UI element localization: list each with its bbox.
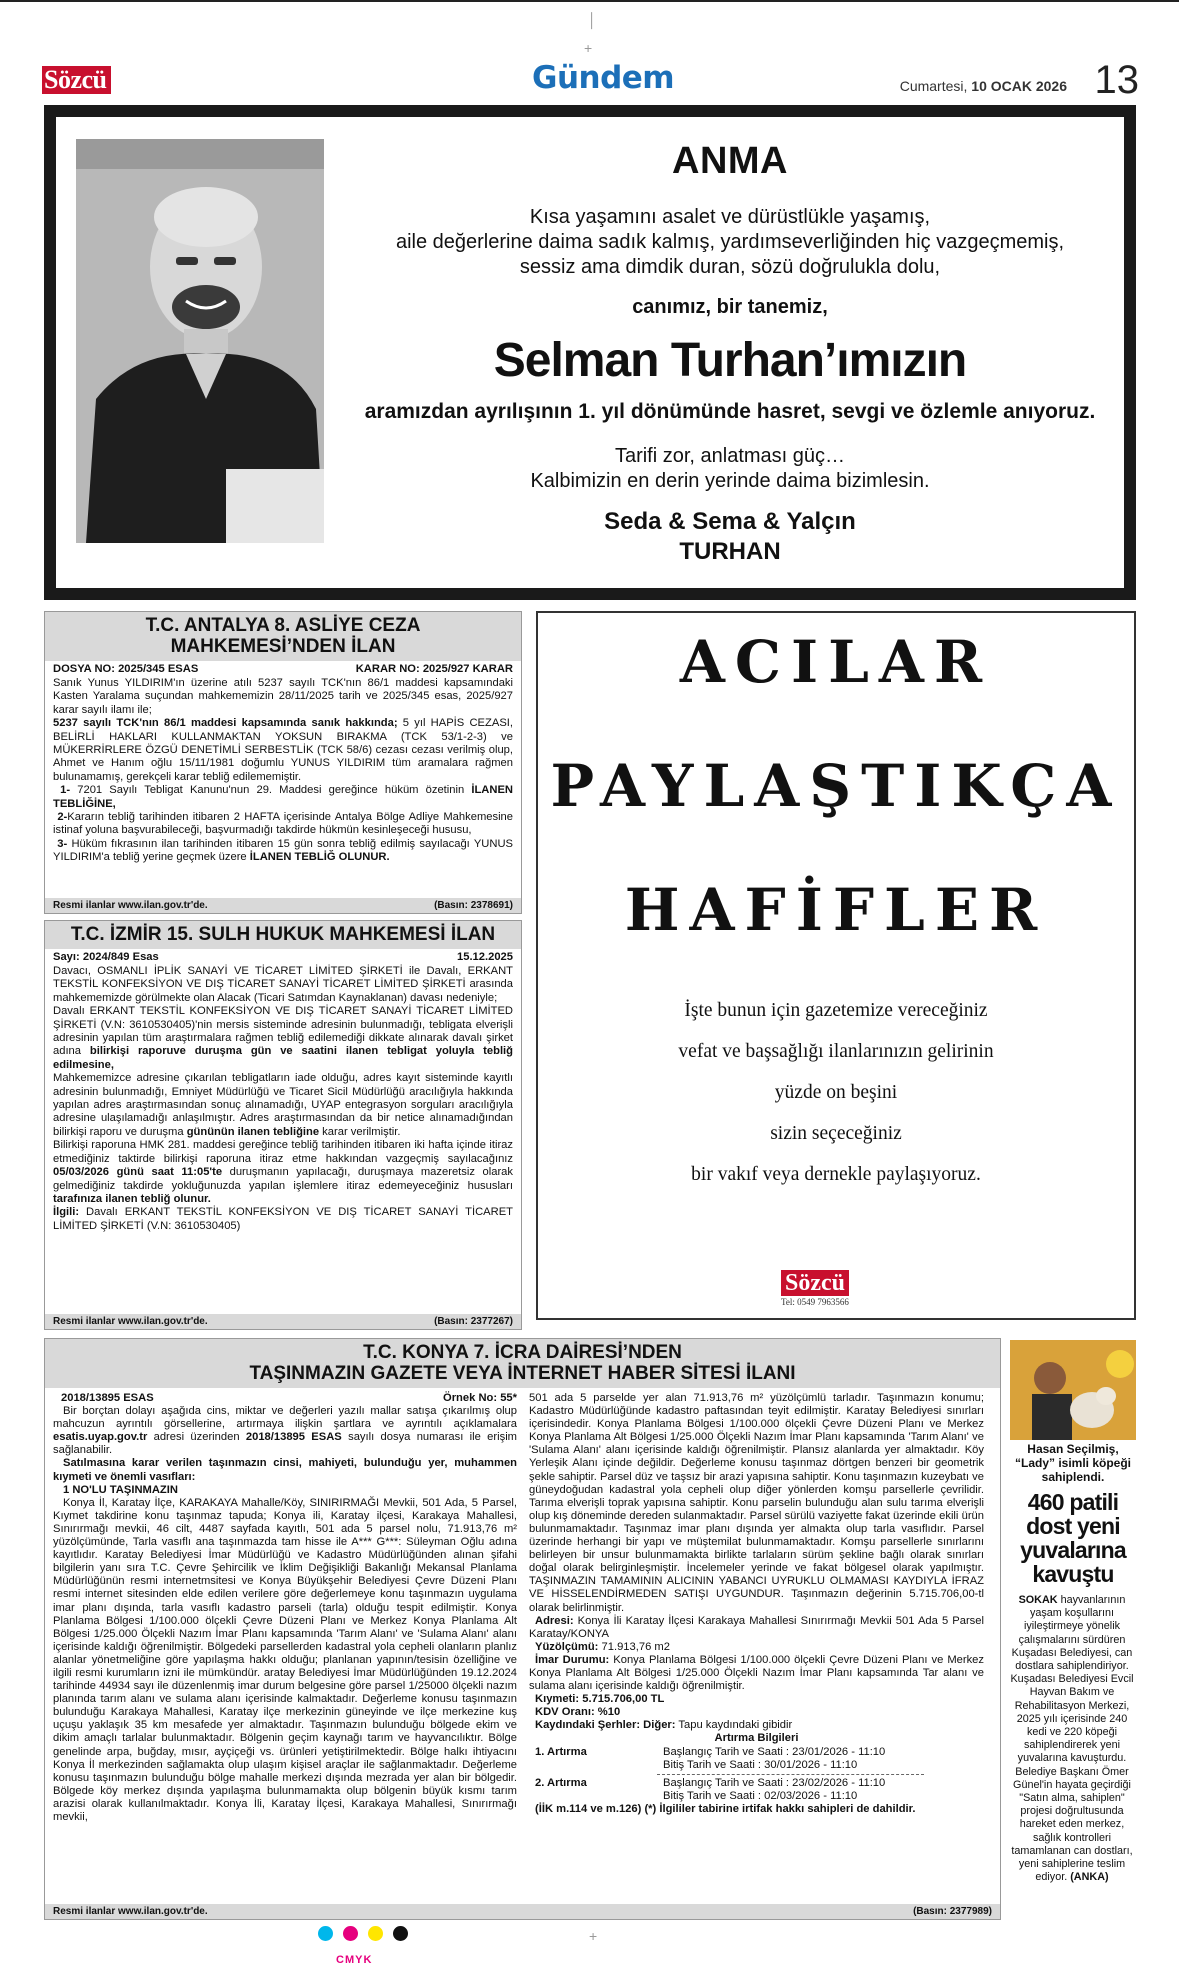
official-notices-link: Resmi ilanlar www.ilan.gov.tr'de. [53, 1316, 208, 1327]
auction-round-label: 2. Artırma [535, 1776, 587, 1789]
notice-paragraph: 501 ada 5 parselde yer alan 71.913,76 m² yüzölçümlü tarladır. Taşınmazın konumu; Kadastro Müdürlüğünde kadastro paftasından teyit edilmiştir. Karatay Belediyesi sınırları içerisindedir. Konya Planlama Bölgesi 1/100.000 ölçekli Çevre Düzeni Planı ve Merkez Konya Planlama Alt Bölgesi 1/25.000 Ölçekli Nazım İmar Planı kapsamında 'Tarım Alanı' ve 'Sulama Alanı' alanı içerisinde kaldığı öğrenilmiştir. Plansız alanlarda yer almaktadır. Köy Yerleşik Alanı içinde değildir. Değerleme konusu taşınmaz dörtgen benzeri bir geometrik şekle sahiptir. Parsel düz ve taşsız bir arazi yapısına sahiptir. Konu taşınmazın kuzeybatı ve güneydoğudan kadastral yola cepheli olup diğer yönlerden komşu parsellerle çevrilidir. Tarıma elverişli toprak yapısına sahiptir. Konu parselin bulunduğu alan sulu tarıma elverişli olup kış döneminde dereden sulanmaktadır. Parsel sürülü vaziyette fakat üzerinde ekili ürün bulunmamaktadır. Taşınmaz imar planı dışında yer almakta olup tarla vasıflıdır. Parsel üzerinde herhangi bir yapı ve müştemilat bulunmamaktadır. Komşu parsellerle sınırlarını belirleyen bir unsur bulunmamakta birlikte tarlaların sürüm şekline bağlı olarak sınırları doğal olarak belirginleşmiştir. İncelemeler yerinde ve fakat bölgesel olarak yapılmıştır. TAŞINMAZIN TAMAMININ ALICININ YABANCI UYRUKLU OLMAMASI KAYDIYLA İFRAZ VE HİSSELENDİRMEDEN SATIŞI UYGUNDUR. Taşınmazın değerinin 5.715.706,00-tl olarak belirlinmiştir. [529, 1392, 984, 1614]
notice-paragraph: İlgili: Davalı ERKANT TEKSTİL KONFEKSİYON VE DIŞ TİCARET SANAYİ TİCARET LİMİTED ŞİRKETİ (V.N: 3610530405) [53, 1206, 513, 1232]
press-number: (Basın: 2378691) [434, 900, 513, 911]
auction-start: Başlangıç Tarih ve Saati : 23/01/2026 - 11:10 [663, 1745, 886, 1758]
notice-paragraph: Satılmasına karar verilen taşınmazın cinsi, mahiyeti, bulunduğu yer, muhammen kıymeti ve önemli vasıfları: [53, 1457, 517, 1483]
closing-line: Tarifi zor, anlatması güç… [614, 445, 846, 467]
registration-cross-icon: + [584, 40, 593, 56]
closing-line: Kalbimizin en derin yerinde daima bizimlesin. [530, 470, 930, 492]
notice-case-numbers [45, 949, 521, 963]
charity-ad-text [536, 990, 1136, 1195]
notice-paragraph: Mahkememizce adresine çıkarılan tebligatların iade olduğu, adres kayıt sisteminde kayıtlı adresinin bulunmadığı, Emniyet Müdürlüğü ve Ticaret Sicil Müdürlüğü aracılığıyla hakkında yapılan adres araştırmasından sonuç alınamadığı, UYAP entegrasyon sorguları aracılığıyla adresine ulaşılamadığı anlaşılmıştır. Adres araştırmasından da bir netice alınamadığından bilirkişi raporu ve duruşma gününün ilanen tebliğine karar verilmiştir. [53, 1072, 513, 1138]
notice-paragraph: 1- 7201 Sayılı Tebligat Kanunu'nun 29. Maddesi gereğince hüküm özetinin İLANEN TEBLİĞİNE, [53, 784, 514, 810]
legal-footnote: (İİK m.114 ve m.126) (*) İlgililer tabirine irtifak hakkı sahipleri de dahildir. [535, 1802, 916, 1815]
notice-paragraph: Bilirkişi raporuna HMK 281. maddesi gereğince tebliğ tarihinden itibaren iki hafta içinde itiraz etmediğiniz taktirde bilirkişi raporuna itiraz etme hakkından vazgeçmiş sayılacağınız 05/03/2026 günü saat 11:05'te duruşmanın yapılacağı, duruşmaya mazeretsiz olarak gelmediğiniz takdirde yokluğunuzda yapılan işlemlere itiraz edemeyeceğiniz hususları tarafınıza ilanen tebliğ olunur. [53, 1139, 513, 1205]
notice-case-numbers [53, 1392, 517, 1405]
auction-end: Bitiş Tarih ve Saati : 02/03/2026 - 11:10 [663, 1789, 858, 1802]
notice-left-column [53, 1392, 517, 1824]
notice-paragraph: 5237 sayılı TCK'nın 86/1 maddesi kapsamında sanık hakkında; 5 yıl HAPİS CEZASI, BELİRLİ HAKLARI KULLANMAKTAN YOKSUN BIRAKMA (TCK 53/1-2-3) ve MÜKERRİRLERE ÖZGÜ DENETİMLİ SERBESTLİK (TCK 58/6) cezası cezası verilmiş olup, Ahmet ve Hanım oğlu 15/11/1981 doğumlu YUNUS YILDIRIM tüm aramalara rağmen bulunamamış, gerekçeli karar tebliğ edilememiştir. [53, 717, 513, 783]
news-headline: 460 patili dost yeni yuvalarına kavuştu [1020, 1489, 1126, 1587]
notice-paragraph: 2-Kararın tebliğ tarihinden itibaren 2 HAFTA içerisinde Antalya Bölge Adliye Mahkemesine istinaf yoluna başvurabileceği, başvurmadığı takdirde hükmün kesinleşeceği hususu, [53, 811, 514, 837]
case-file-number: DOSYA NO: 2025/345 ESAS [53, 663, 199, 675]
charity-ad-line: vefat ve başsağlığı ilanlarınızın gelirinin [678, 1041, 994, 1062]
auction-round [529, 1746, 984, 1772]
case-number: 2018/13895 ESAS [61, 1392, 154, 1404]
notice-paragraph: Bir borçtan dolayı aşağıda cins, miktar ve değerleri yazılı mallar satışa çıkarılmış olup mahcuzun ayrıntılı görsellerine, artırmaya ilişkin şartlara ve ayrıntılı açıklamalara esatis.uyap.gov.tr adresi üzerinden 2018/13895 ESAS sayılı dosya numarası ile erişim sağlanabilir. [53, 1405, 518, 1457]
page-number: 13 [1094, 58, 1139, 102]
poem-line: sessiz ama dimdik duran, sözü doğrulukla dolu, [519, 256, 941, 278]
yellow-dot-icon [368, 1926, 383, 1941]
memorial-name: Selman Turhan’ımızın [493, 334, 967, 387]
news-source: (ANKA) [1070, 1871, 1109, 1884]
izmir-court-notice [44, 920, 522, 1330]
notice-title [45, 612, 521, 661]
news-photo-caption: Hasan Seçilmiş, “Lady” isimli köpeği sahiplendi. [1010, 1440, 1136, 1486]
official-notices-link: Resmi ilanlar www.ilan.gov.tr'de. [53, 900, 208, 911]
notice-paragraph: Davacı, OSMANLI İPLİK SANAYİ VE TİCARET LİMİTED ŞİRKETİ ile Davalı, ERKANT TEKSTİL KONFEKSİYON VE DIŞ TİCARET SANAYİ TİCARET LİMİTED ŞİRKETİ arasında mahkememizde görülmekte olan Alacak (Ticari Satımdan Kaynaklanan) davası nedeniyle; [53, 965, 513, 1004]
cyan-dot-icon [318, 1926, 333, 1941]
notice-date: 15.12.2025 [457, 951, 513, 963]
registration-cross-icon: + [589, 1928, 598, 1944]
poem-line: Kısa yaşamını asalet ve dürüstlükle yaşamış, [529, 206, 931, 228]
notice-case-numbers [45, 661, 521, 675]
notice-right-column [529, 1392, 984, 1824]
notice-paragraph: Sanık Yunus YILDIRIM'ın üzerine atılı 5237 sayılı TCK'nın 86/1 maddesi kapsamındaki Kasten Yaralama suçundan mahkememizin 28/11/2025 tarih ve 2025/345 esas, 2025/927 karar sayılı ilamı ile; [53, 677, 513, 716]
notice-title: T.C. İZMİR 15. SULH HUKUK MAHKEMESİ İLAN [45, 921, 521, 949]
date-value: 10 OCAK 2026 [971, 78, 1067, 94]
date-weekday: Cumartesi, [899, 78, 968, 94]
charity-ad-logo: Sözcü [781, 1270, 849, 1296]
notice-title-line: MAHKEMESİ’NDEN İLAN [170, 636, 396, 657]
notice-body [45, 675, 521, 865]
auction-divider [657, 1774, 924, 1775]
charity-ad-phone: Tel: 0549 7963566 [781, 1297, 849, 1307]
news-lead-word: SOKAK [1018, 1594, 1058, 1606]
notice-paragraph: 3- Hüküm fıkrasının ilan tarihinden itibaren 15 gün sonra tebliğ edilmiş sayılacağı YUNUS YILDIRIM'a tebliğ yerine geçmek üzere İLANEN TEBLİĞ OLUNUR. [53, 837, 513, 864]
sozcu-logo[interactable]: Sözcü [42, 66, 111, 94]
notice-paragraph: Kaydındaki Şerhler: Diğer: Tapu kaydındaki gibidir [535, 1719, 793, 1732]
notice-paragraph: Yüzölçümü: 71.913,76 m2 [535, 1640, 670, 1653]
vat-rate: KDV Oranı: %10 [535, 1706, 621, 1719]
magenta-dot-icon [343, 1926, 358, 1941]
top-rule [0, 0, 1179, 2]
case-number: Sayı: 2024/849 Esas [53, 951, 159, 963]
cmyk-label: CMYK [336, 1954, 373, 1966]
signature-names: Seda & Sema & Yalçın [604, 508, 856, 535]
notice-paragraph: İmar Durumu: Konya Planlama Bölgesi 1/100.000 ölçekli Çevre Düzeni Planı ve Merkez Konya Planlama Alt Bölgesi 1/25.000 Ölçekli Nazım İmar Planı kapsamında Tar alanı ve sulama alanı içerisinde kaldığı öğrenilmiştir. [529, 1653, 984, 1693]
auction-start: Başlangıç Tarih ve Saati : 23/02/2026 - 11:10 [663, 1776, 886, 1789]
poem-line: aile değerlerine daima sadık kalmış, yardımseverliğinden hiç vazgeçmemiş, [395, 231, 1065, 253]
charity-ad-line: yüzde on beşini [774, 1082, 898, 1103]
property-heading: 1 NO'LU TAŞINMAZIN [63, 1483, 178, 1496]
notice-title-line: T.C. KONYA 7. İCRA DAİRESİ’NDEN [363, 1342, 682, 1363]
memorial-endearment: canımız, bir tanemiz, [632, 296, 828, 318]
charity-ad-line: sizin seçeceğiniz [770, 1123, 902, 1144]
section-title: Gündem [532, 60, 675, 96]
memorial-closing [330, 444, 1130, 494]
charity-ad-word: PAYLAŞTIKÇA [550, 752, 1122, 820]
konya-enforcement-notice [44, 1338, 1001, 1920]
news-text: hayvanlarının yaşam koşullarını iyileştirmeye yönelik çalışmalarını sürdüren Kuşadası Belediyesi, can dostlara sahiplendiriyor. Kuşadası Belediyesi Evcil Hayvan Bakım ve Rehabilitasyon Merkezi, 2025 yılı içerisinde 240 kedi ve 220 köpeği sahiplendirerek yeni yuvalarına kavuşturdu. Belediye Başkanı Ömer Günel'in hayata geçirdiği "Satın alma, sahiplen" projesi doğrultusunda hareket eden merkez, sağlık kontrolleri tamamlanan can dostları, yeni sahiplerine teslim ediyor. [1010, 1594, 1134, 1884]
auction-round-label: 1. Artırma [535, 1745, 587, 1758]
memorial-photo [76, 139, 324, 543]
notice-title [45, 1339, 1000, 1388]
notice-footer [45, 1314, 521, 1329]
charity-ad-line: İşte bunun için gazetemize vereceğiniz [684, 1000, 988, 1021]
notice-body [45, 963, 521, 1233]
news-body [1010, 1594, 1134, 1884]
notice-paragraph: Davalı ERKANT TEKSTİL KONFEKSİYON VE DIŞ TİCARET SANAYİ TİCARET LİMİTED ŞİRKETİ (V.N: 3610530405)'nin mersis sisteminde adresinin bulunmadığı, tebligata elverişli adresinin yapılan tüm araştırmalara rağmen tebliğ edilemediği dikkate alınarak davalı şirket adına bilirkişi raporuve duruşma gün ve saatini ilanen tebligat yoluyla tebliğ edilmesine, [53, 1005, 513, 1071]
notice-paragraph: Konya İl, Karatay İlçe, KARAKAYA Mahalle/Köy, SINIRIRMAĞI Mevkii, 501 Ada, 5 Parsel, Kıymet takdirine konu taşınmaz tapuda; Konya ili, Karatay ilçesi, Karakaya Mahallesi, Sınırırmağı mevkii, 46 cilt, 4487 sayfada kayıtlı, 501 ada 5 parsel nolu, 71.913,76 m² yüzölçümünde, Tarla vasıflı ana taşınmazda tam hisse ile A*** G***: Süleyman Oğlu adına kayıtlıdır. Karatay Belediyesi İmar Müdürlüğü ve Kadastro Müdürlüğünden alınan şifahi bilgilerin yanı sıra T.C. Çevre Şehircilik ve İklim Değişikliği Bakanlığı Mekansal Planlama Müdürlüğünün resmi internetmsitesi ve Konya Büyükşehir Belediyesi Çevre Düzeni Planı resmi internet sitesinden elde edilen verilere göre değerlemeye konu taşınmazın uygulama imar planı dışında, tarla vasıflı kadastro parseli (tarla) olduğu tespit edilmiştir. Konya Planlama Bölgesi 1/100.000 ölçekli Çevre Düzeni Planı ve Merkez Konya Planlama Alt Bölgesi 1/25.000 Ölçekli Nazım İmar Planı kapsamında 'Tarım Alanı' ve 'Sulama Alanı' alanı içerisinde kaldığı öğrenilmiştir. Bölgedeki parsellerden kadastral yola cepheli olanların planlız alanlar yönetmeliğine göre yapılaşma hakkı olduğu; planlanan yapının/tesisin özelliğine ve ilgili resmi kurumların izni ile mümkündür. aratay Belediyesi İmar Müdürlüğünden 19.12.2024 tarihinde 44934 sayı ile düzenlenmiş imar durum belgesine göre parsel 1/25000 ölçekli nazım planında tarım alanı ve sulama alanı içerisinde kalmaktadır. Değerleme konusu taşınmazın bulunduğu Karakaya Mahallesi, Karatay ilçe merkezinin güneyinde ve ilçe merkezine kuş uçuşu yaklaşık 35 km mesafede yer almaktadır. Taşınmazın bulunduğu bölgede ekim ve dikim amaçlı tarlalar bulunmaktadır. Bölgenin geçim kaynağı tarım ve hayvancılıktır. Bölge genelinde arpa, buğday, mısır, ayçiçeği vs. ürünleri yetiştirilmektedir. Bölge halkı ihtiyacını Konya İl merkezinden sağlamakta olup ulaşım kişisel araçlar ile sağlanmaktadır. Değerleme konusu taşınmazın bulunduğu bölge mahalle merkezi dışında mezrada yer alan bir bölgedir. Bölgede köy merkez dışında yapılaşma bulunmamakta olup bölgenin büyük kısmı tarım arazisi olarak kullanılmaktadır. Konya İli, Karatay İlçesi, Karakaya Mahallesi, Sınırırmağı mevkii, [53, 1496, 517, 1823]
notice-title-line: T.C. ANTALYA 8. ASLİYE CEZA [145, 615, 421, 636]
issue-date [900, 78, 1067, 94]
charity-ad-line: bir vakıf veya dernekle paylaşıyoruz. [691, 1164, 981, 1185]
portrait-illustration [76, 139, 324, 543]
charity-ad-word: ACILAR [679, 628, 993, 696]
official-notices-link: Resmi ilanlar www.ilan.gov.tr'de. [53, 1906, 208, 1917]
auction-end: Bitiş Tarih ve Saati : 30/01/2026 - 11:10 [663, 1758, 858, 1771]
memorial-anniversary-line: aramızdan ayrılışının 1. yıl dönümünde hasret, sevgi ve özlemle anıyoruz. [364, 400, 1096, 423]
memorial-poem [330, 205, 1130, 280]
notice-footer [45, 898, 521, 913]
auction-round [529, 1777, 984, 1803]
auction-info-title: Artırma Bilgileri [714, 1732, 799, 1745]
press-number: (Basın: 2377267) [434, 1316, 513, 1327]
charity-ad-word: HAFİFLER [624, 876, 1048, 944]
charity-ad-frame [536, 611, 1136, 1320]
memorial-signature [330, 507, 1130, 567]
antalya-court-notice [44, 611, 522, 914]
sample-number: Örnek No: 55* [443, 1392, 517, 1404]
registration-mark-icon: │ [588, 12, 597, 28]
press-number: (Basın: 2377989) [913, 1906, 992, 1917]
memorial-title: ANMA [672, 140, 788, 182]
notice-title-line: TAŞINMAZIN GAZETE VEYA İNTERNET HABER SİTESİ İLANI [249, 1363, 796, 1384]
property-value: Kıymeti: 5.715.706,00 TL [535, 1693, 665, 1706]
case-decision-number: KARAR NO: 2025/927 KARAR [355, 663, 513, 675]
notice-paragraph: Adresi: Konya İli Karatay İlçesi Karakaya Mahallesi Sınırırmağı Mevkii 501 Ada 5 Parsel Karatay/KONYA [529, 1614, 984, 1640]
signature-surname: TURHAN [679, 538, 781, 565]
notice-footer [45, 1904, 1000, 1919]
black-dot-icon [393, 1926, 408, 1941]
